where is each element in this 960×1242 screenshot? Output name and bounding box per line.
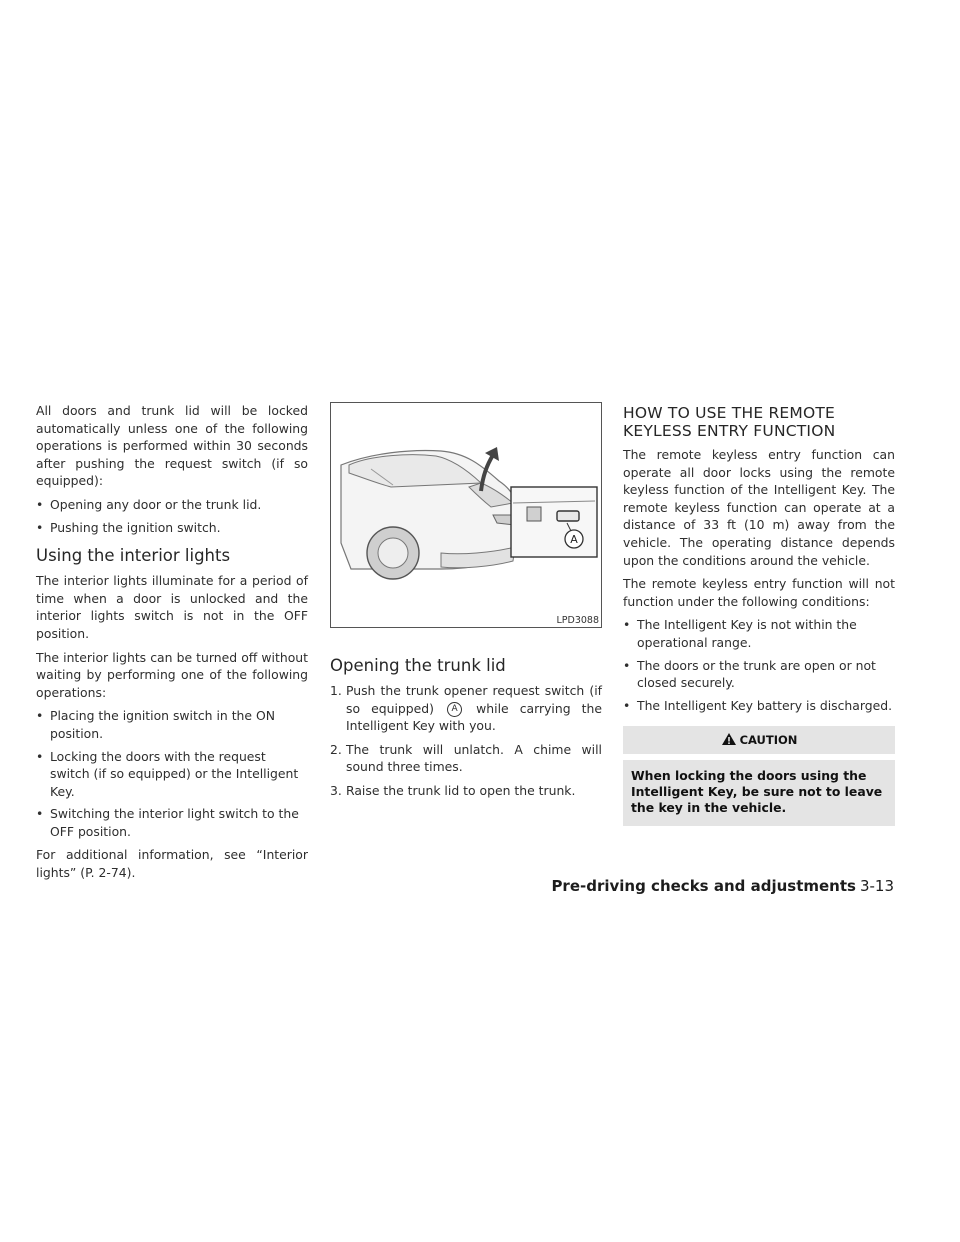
remote-keyless-heading [623,404,895,440]
step-text-after: while carrying the Intelligent Key with you. [346,700,602,734]
interior-paragraph-2: The interior lights can be turned off without waiting by performing one of the following operations: [36,649,308,700]
step-text: The trunk will unlatch. A chime will sound three times. [346,741,602,775]
intro-bullet-list [36,496,308,536]
intro-paragraph: All doors and trunk lid will be locked automatically unless one of the following operations is performed within 30 seconds after pushing the request switch (if so equipped): [36,403,308,489]
caution-text: When locking the doors using the Intelligent Key, be sure not to leave the key in the vehicle. [623,760,895,826]
callout-a-marker: A [447,702,462,717]
step-number: 2. [330,741,342,757]
interior-reference: For additional information, see “Interior lights” (P. 2-74). [36,847,308,881]
middle-column [330,656,602,806]
heading-line-2: KEYLESS ENTRY FUNCTION [623,422,836,440]
remote-paragraph-2: The remote keyless entry function will not function under the following conditions: [623,576,895,609]
trunk-steps-list [330,682,602,800]
remote-bullet-list [623,616,895,714]
opening-trunk-heading: Opening the trunk lid [330,656,506,675]
trunk-illustration [330,402,602,628]
list-item: • The Intelligent Key is not within the operational range. [623,616,895,651]
right-column [623,404,895,826]
list-item: • Switching the interior light switch to the OFF position. [36,805,308,840]
car-rear-illustration [331,403,600,626]
list-item [330,682,602,735]
list-item [330,741,602,776]
caution-header [623,726,895,754]
section-title: Pre-driving checks and adjustments [551,877,856,895]
warning-icon [721,732,737,746]
remote-paragraph-1: The remote keyless entry function can operate all door locks using the remote keyless function of the Intelligent Key. The remote keyless function can operate at a distance of 33 ft (10 m) away from the vehicle. The operating distance depends upon the conditions around the vehicle. [623,447,895,568]
list-item: • Opening any door or the trunk lid. [36,496,308,514]
caution-title: CAUTION [739,733,798,748]
interior-paragraph-1: The interior lights illuminate for a period of time when a door is unlocked and the interior lights switch is not in the OFF position. [36,573,308,641]
list-item: • Placing the ignition switch in the ON position. [36,707,308,742]
step-number: 3. [330,782,342,798]
heading-line-1: HOW TO USE THE REMOTE [623,404,836,422]
list-item [330,782,602,800]
interior-lights-heading: Using the interior lights [36,546,231,566]
step-number: 1. [330,683,342,698]
list-item: • Locking the doors with the request switch (if so equipped) or the Intelligent Key. [36,748,308,801]
list-item: • The doors or the trunk are open or not closed securely. [623,657,895,692]
list-item: • The Intelligent Key battery is discharged. [623,697,895,715]
interior-bullet-list [36,707,308,840]
callout-a: A [570,533,578,546]
step-text: Raise the trunk lid to open the trunk. [346,782,576,798]
figure-label: LPD3088 [556,615,599,626]
page-footer [551,877,894,895]
left-column [36,402,308,888]
page-number: 3-13 [859,877,894,895]
step-text-before: Push the trunk opener request switch (if so equipped) [346,683,602,716]
list-item: • Pushing the ignition switch. [36,519,308,537]
